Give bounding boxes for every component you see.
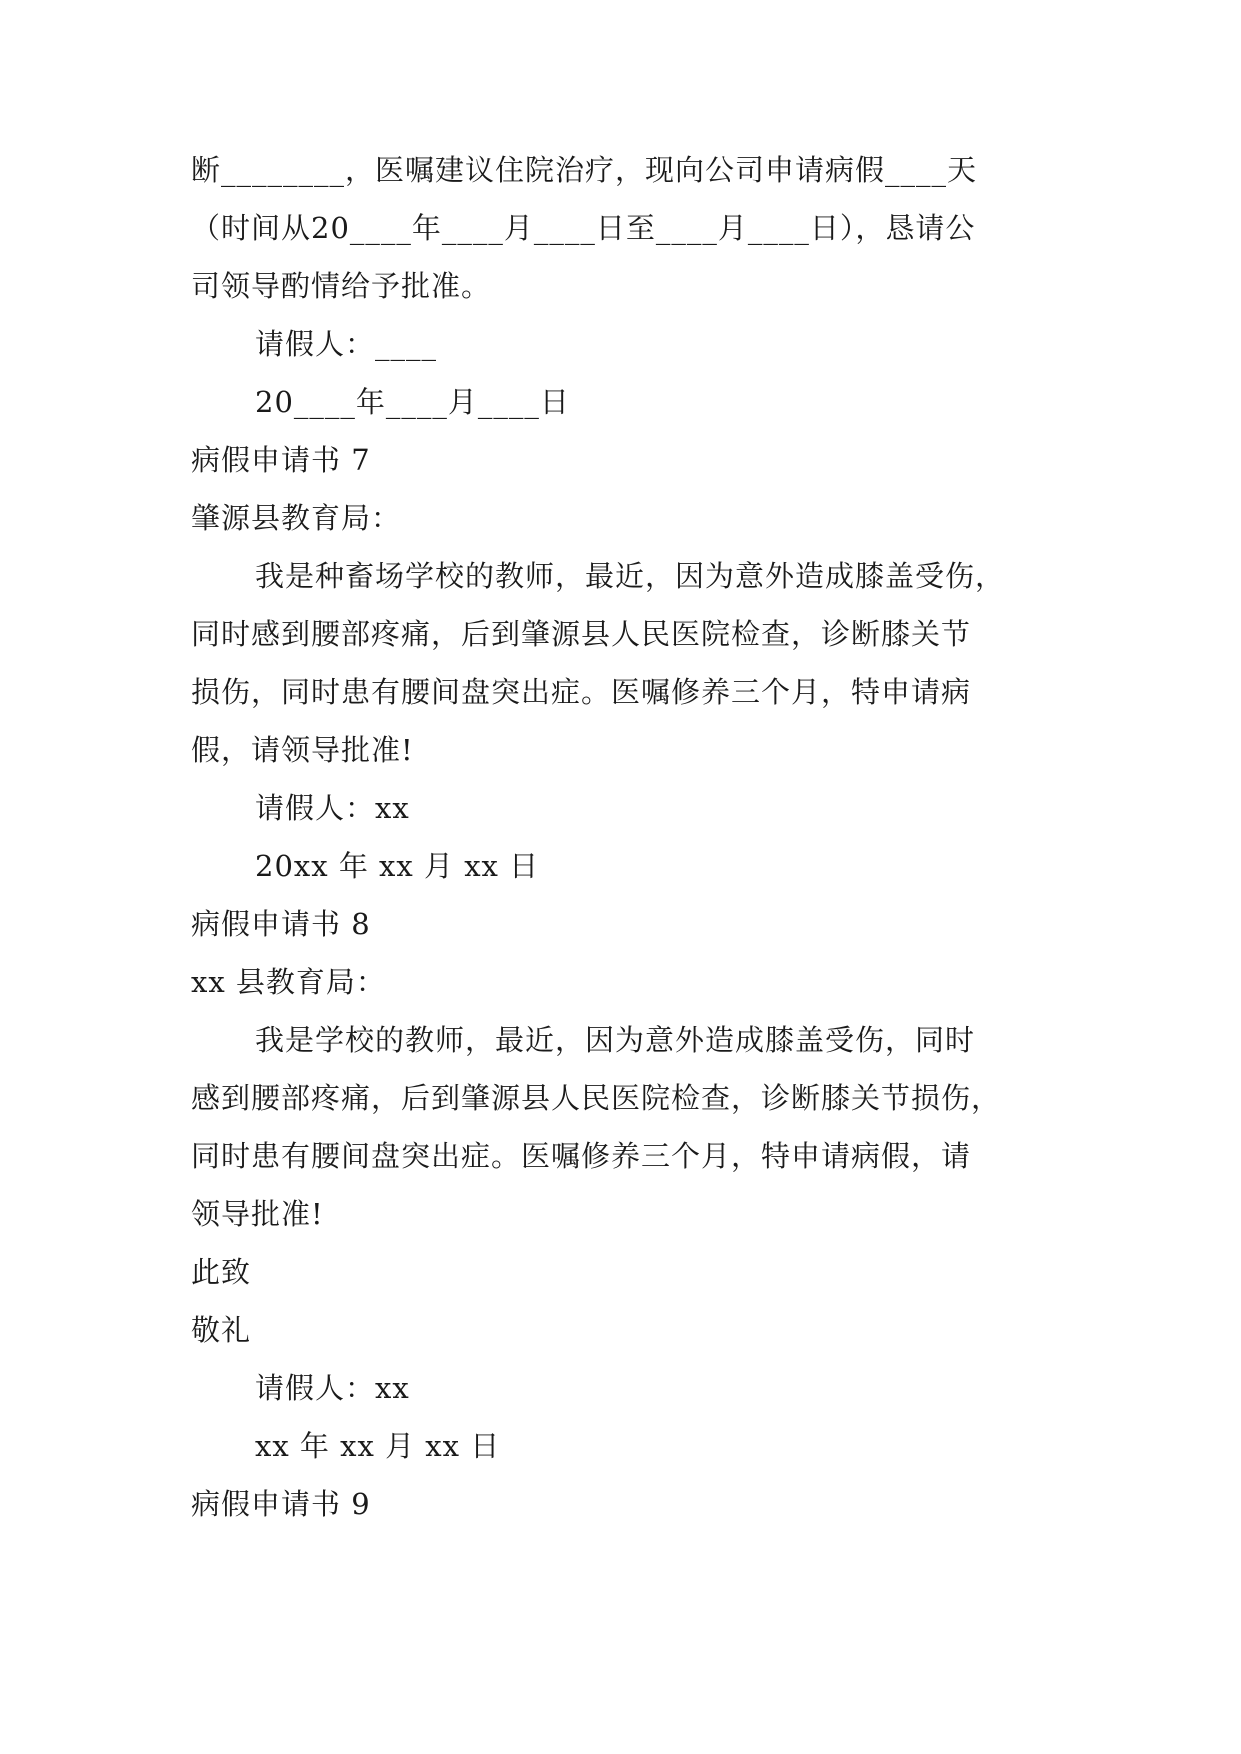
paragraph-line: 司领导酌情给予批准。 bbox=[191, 269, 492, 303]
signature-date: xx 年 xx 月 xx 日 bbox=[255, 1429, 501, 1463]
signature-applicant: 请假人：xx bbox=[255, 791, 410, 825]
paragraph-line: 同时患有腰间盘突出症。医嘱修养三个月，特申请病假，请 bbox=[191, 1139, 972, 1173]
signature-applicant: 请假人：____ bbox=[255, 327, 438, 361]
paragraph-line: 假，请领导批准! bbox=[191, 733, 414, 767]
salutation: 肇源县教育局： bbox=[191, 501, 402, 535]
section-heading: 病假申请书 9 bbox=[191, 1487, 371, 1521]
paragraph-line: 我是学校的教师，最近，因为意外造成膝盖受伤，同时 bbox=[255, 1023, 976, 1057]
paragraph-line: 同时感到腰部疼痛，后到肇源县人民医院检查，诊断膝关节 bbox=[191, 617, 972, 651]
paragraph-line: 断________，医嘱建议住院治疗，现向公司申请病假____天 bbox=[191, 153, 978, 187]
section-heading: 病假申请书 7 bbox=[191, 443, 371, 477]
signature-date: 20____年____月____日 bbox=[255, 385, 570, 419]
salutation: xx 县教育局： bbox=[191, 965, 386, 999]
signature-date: 20xx 年 xx 月 xx 日 bbox=[255, 849, 540, 883]
paragraph-line: 感到腰部疼痛，后到肇源县人民医院检查，诊断膝关节损伤， bbox=[191, 1081, 1002, 1115]
closing-line: 敬礼 bbox=[191, 1313, 252, 1347]
signature-applicant: 请假人：xx bbox=[255, 1371, 410, 1405]
paragraph-line: （时间从20____年____月____日至____月____日），恳请公 bbox=[191, 211, 976, 245]
paragraph-line: 领导批准! bbox=[191, 1197, 324, 1231]
paragraph-line: 我是种畜场学校的教师，最近，因为意外造成膝盖受伤， bbox=[255, 559, 1006, 593]
section-heading: 病假申请书 8 bbox=[191, 907, 371, 941]
paragraph-line: 损伤，同时患有腰间盘突出症。医嘱修养三个月，特申请病 bbox=[191, 675, 972, 709]
closing-line: 此致 bbox=[191, 1255, 252, 1289]
